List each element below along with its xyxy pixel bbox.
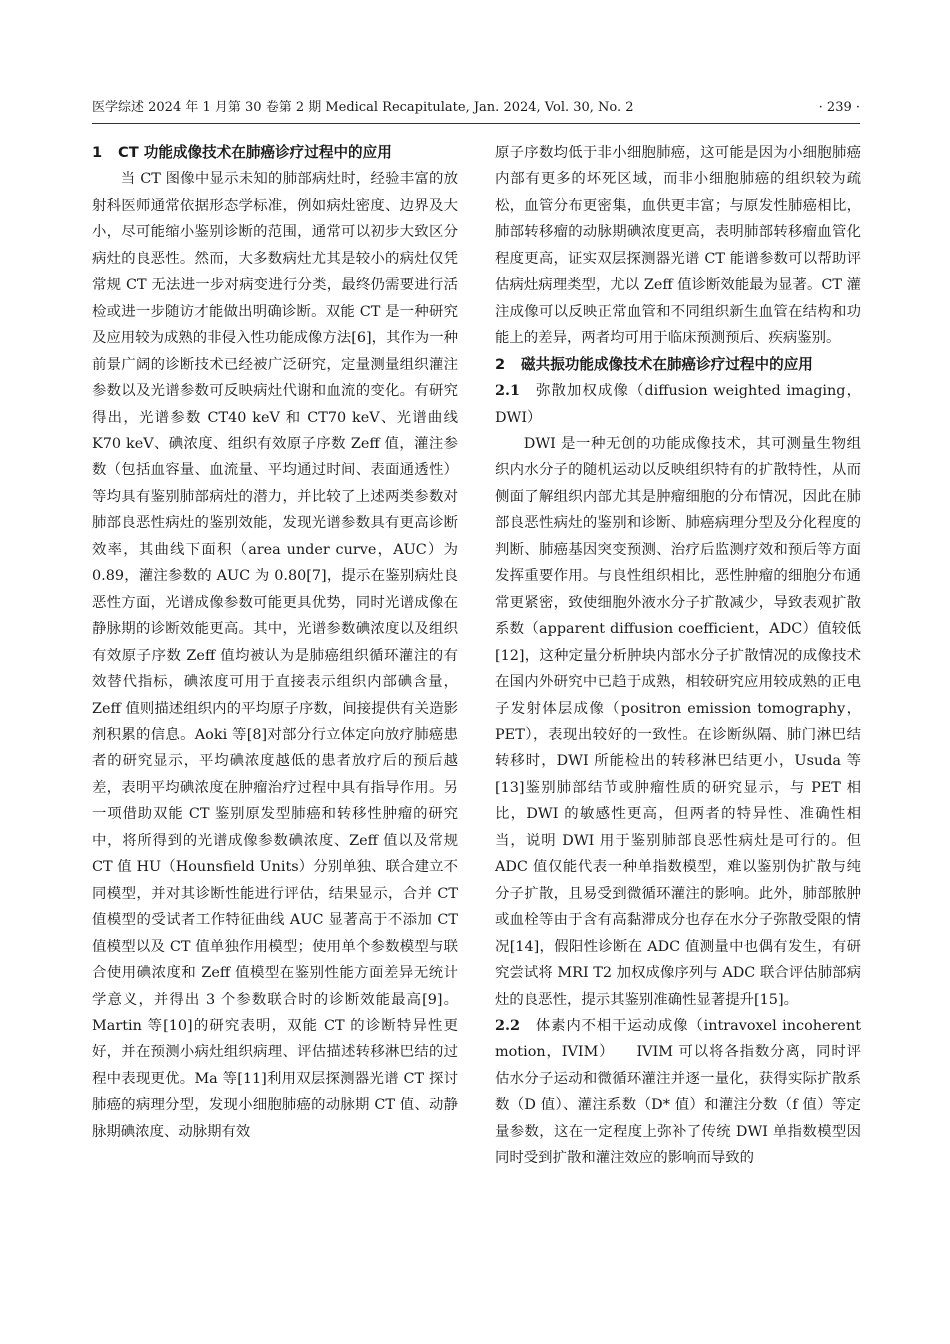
subsection-2-1-number: 2.1: [495, 382, 521, 400]
paragraph-ivim: [495, 1013, 861, 1172]
subsection-2-2-title: 体素内不相干运动成像（intravoxel incoherent motion，IVIM）: [495, 1017, 861, 1061]
section-2-title: 磁共振功能成像技术在肺癌诊疗过程中的应用: [521, 355, 813, 373]
section-2-number: 2: [495, 355, 506, 373]
paragraph-dwi: DWI 是一种无创的功能成像技术，其可测量生物组织内水分子的随机运动以反映组织特有的扩散特性，从而侧面了解组织内部尤其是肿瘤细胞的分布情况，因此在肺部良恶性病灶的鉴别和诊断、肺癌病理分型及分化程度的判断、肺癌基因突变预测、治疗后监测疗效和预后等方面发挥重要作用。与良性组织相比，恶性肿瘤的细胞分布通常更紧密，致使细胞外液水分子扩散减少，导致表观扩散系数（apparent diffusion coefficient，ADC）值较低[12]，这种定量分析肿块内部水分子扩散情况的成像技术在国内外研究中已趋于成熟，相较研究应用较成熟的正电子发射体层成像（positron emission tomography，PET），表现出较好的一致性。在诊断纵隔、肺门淋巴结转移时，DWI 所能检出的转移淋巴结更小，Usuda 等[13]鉴别肺部结节或肿瘤性质的研究显示，与 PET 相比，DWI 的敏感性更高，但两者的特异性、准确性相当，说明 DWI 用于鉴别肺部良恶性病灶是可行的。但 ADC 值仅能代表一种单指数模型，难以鉴别伪扩散与纯分子扩散，且易受到微循环灌注的影响。此外，肺部脓肿或血栓等由于含有高黏滞成分也存在水分子弥散受限的情况[14]，假阳性诊断在 ADC 值测量中也偶有发生，有研究尝试将 MRI T2 加权成像序列与 ADC 联合评估肺部病灶的良恶性，提示其鉴别准确性显著提升[15]。: [495, 435, 861, 1008]
section-1-number: 1: [92, 144, 103, 161]
paragraph-ivim-text: IVIM 可以将各指数分离，同时评估水分子运动和微循环灌注并逐一量化，获得实际扩散系数（D 值）、灌注系数（D* 值）和灌注分数（f 值）等定量参数，这在一定程度上弥补了传统 DWI 单指数模型因同时受到扩散和灌注效应的影响而导致的: [495, 1044, 862, 1167]
paragraph-ct-functional-imaging: 当 CT 图像中显示未知的肺部病灶时，经验丰富的放射科医师通常依据形态学标准，例如病灶密度、边界及大小，尽可能缩小鉴别诊断的范围，通常可以初步大致区分病灶的良恶性。然而，大多数病灶尤其是较小的病灶仅凭常规 CT 无法进一步对病变进行分类，最终仍需要进行活检或进一步随访才能做出明确诊断。双能 CT 是一种研究及应用较为成熟的非侵入性功能成像方法[6]，其作为一种前景广阔的诊断技术已经被广泛研究，定量测量组织灌注参数以及光谱参数可反映病灶代谢和血流的变化。有研究得出，光谱参数 CT40 keV 和 CT70 keV、光谱曲线 K70 keV、碘浓度、组织有效原子序数 Zeff 值，灌注参数（包括血容量、血流量、平均通过时间、表面通透性）等均具有鉴别肺部病灶的潜力，并比较了上述两类参数对肺部良恶性病灶的鉴别效能，发现光谱参数具有更高诊断效率，其曲线下面积（area under curve，AUC）为 0.89，灌注参数的 AUC 为 0.80[7]，提示在鉴别病灶良恶性方面，光谱成像参数可能更具优势，同时光谱成像在静脉期的诊断效能更高。其中，光谱参数碘浓度以及组织有效原子序数 Zeff 值均被认为是肺癌组织循环灌注的有效替代指标，碘浓度可用于直接表示组织内部碘含量，Zeff 值则描述组织内的平均原子序数，间接提供有关造影剂积累的信息。Aoki 等[8]对部分行立体定向放疗肺癌患者的研究显示，平均碘浓度越低的患者放疗后的预后越差，表明平均碘浓度在肿瘤治疗过程中具有指导作用。另一项借助双能 CT 鉴别原发型肺癌和转移性肿瘤的研究中，将所得到的光谱成像参数碘浓度、Zeff 值以及常规 CT 值 HU（Hounsfield Units）分别单独、联合建立不同模型，并对其诊断性能进行评估，结果显示，合并 CT 值模型的受试者工作特征曲线 AUC 显著高于不添加 CT 值模型以及 CT 值单独作用模型；使用单个参数模型与联合使用碘浓度和 Zeff 值模型在鉴别性能方面差异无统计学意义，并得出 3 个参数联合时的诊断效能最高[9]。Martin 等[10]的研究表明，双能 CT 的诊断特异性更好，并在预测小病灶组织病理、评估描述转移淋巴结的过程中表现更优。Ma 等[11]利用双层探测器光谱 CT 探讨肺癌的病理分型，发现小细胞肺癌的动脉期 CT 值、动静脉期碘浓度、动脉期有效: [92, 171, 458, 1140]
header-rule: [92, 123, 860, 124]
right-column: [495, 140, 861, 1172]
section-1-heading: [92, 140, 458, 166]
running-header: [92, 98, 860, 118]
page-number: · 239 ·: [818, 100, 860, 115]
subsection-2-2-number: 2.2: [495, 1016, 521, 1034]
journal-citation: 医学综述 2024 年 1 月第 30 卷第 2 期 Medical Recapitulate, Jan. 2024, Vol. 30, No. 2: [92, 100, 634, 115]
left-column: [92, 140, 458, 1145]
paragraph-continued: 原子序数均低于非小细胞肺癌，这可能是因为小细胞肺癌内部有更多的坏死区域，而非小细胞肺癌的组织较为疏松，血管分布更密集，血供更丰富；与原发性肺癌相比，肺部转移瘤的动脉期碘浓度更高，表明肺部转移瘤血管化程度更高，证实双层探测器光谱 CT 能谱参数可以帮助评估病灶病理类型，尤以 Zeff 值诊断效能最为显著。CT 灌注成像可以反映正常血管和不同组织新生血管在结构和功能上的差异，两者均可用于临床预测预后、疾病鉴别。: [495, 145, 861, 347]
section-1-title: CT 功能成像技术在肺癌诊疗过程中的应用: [118, 144, 392, 161]
subsection-2-1-title: 弥散加权成像（diffusion weighted imaging，DWI）: [495, 383, 861, 426]
section-2-heading: [495, 352, 861, 378]
subsection-2-1-heading: [495, 378, 861, 431]
